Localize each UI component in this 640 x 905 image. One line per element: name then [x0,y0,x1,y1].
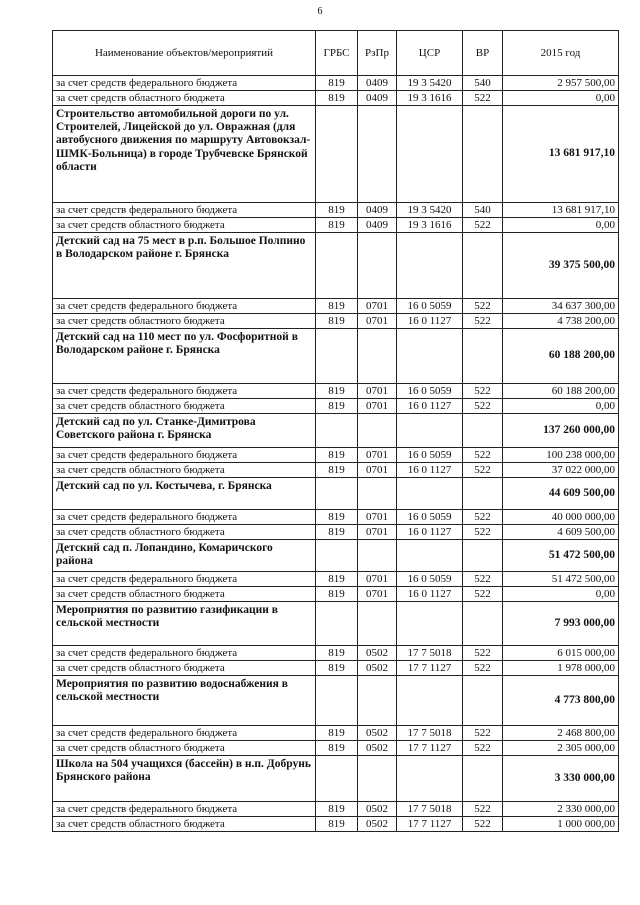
cell-csr: 16 0 1127 [397,399,463,414]
cell-vr: 522 [463,572,503,587]
cell-name: за счет средств областного бюджета [53,463,316,478]
cell-name: Школа на 504 учащихся (бассейн) в н.п. Добрунь Брянского района [53,756,316,802]
cell-grbs [316,233,358,299]
funding-row [53,203,619,218]
funding-row [53,448,619,463]
cell-csr: 16 0 1127 [397,314,463,329]
cell-vr [463,233,503,299]
funding-row [53,399,619,414]
cell-vr: 522 [463,314,503,329]
cell-vr: 522 [463,384,503,399]
budget-table [52,30,619,832]
cell-csr [397,414,463,448]
cell-grbs: 819 [316,510,358,525]
header-rzpr: РзПр [358,31,397,76]
cell-amount: 40 000 000,00 [503,510,619,525]
cell-rzpr: 0701 [358,448,397,463]
funding-row [53,741,619,756]
cell-name: за счет средств областного бюджета [53,399,316,414]
cell-amount: 44 609 500,00 [503,478,619,510]
cell-vr [463,329,503,384]
cell-name: за счет средств областного бюджета [53,314,316,329]
cell-rzpr [358,106,397,203]
cell-vr: 522 [463,726,503,741]
cell-grbs [316,676,358,726]
cell-rzpr: 0502 [358,726,397,741]
funding-row [53,510,619,525]
object-row [53,106,619,203]
cell-grbs: 819 [316,802,358,817]
cell-vr [463,478,503,510]
cell-name: за счет средств федерального бюджета [53,448,316,463]
cell-vr: 522 [463,661,503,676]
cell-vr: 522 [463,91,503,106]
cell-rzpr: 0701 [358,299,397,314]
cell-grbs [316,602,358,646]
cell-csr: 16 0 5059 [397,448,463,463]
cell-csr: 17 7 1127 [397,661,463,676]
funding-row [53,314,619,329]
cell-name: за счет средств областного бюджета [53,91,316,106]
cell-amount: 51 472 500,00 [503,540,619,572]
cell-name: за счет средств федерального бюджета [53,384,316,399]
cell-vr: 522 [463,510,503,525]
cell-csr [397,676,463,726]
cell-vr [463,602,503,646]
funding-row [53,661,619,676]
cell-rzpr: 0502 [358,802,397,817]
cell-name: Детский сад на 110 мест по ул. Фосфоритной в Володарском районе г. Брянска [53,329,316,384]
funding-row [53,76,619,91]
cell-csr: 19 3 1616 [397,218,463,233]
cell-csr [397,233,463,299]
funding-row [53,299,619,314]
cell-rzpr: 0701 [358,525,397,540]
cell-rzpr [358,602,397,646]
header-grbs: ГРБС [316,31,358,76]
cell-name: за счет средств федерального бюджета [53,802,316,817]
cell-name: за счет средств федерального бюджета [53,299,316,314]
cell-grbs [316,756,358,802]
cell-amount: 1 000 000,00 [503,817,619,832]
cell-name: Детский сад п. Лопандино, Комаричского района [53,540,316,572]
cell-amount: 0,00 [503,399,619,414]
cell-name: Детский сад на 75 мест в р.п. Большое Полпино в Володарском районе г. Брянска [53,233,316,299]
cell-grbs [316,540,358,572]
cell-vr: 522 [463,817,503,832]
cell-amount: 2 957 500,00 [503,76,619,91]
funding-row [53,218,619,233]
cell-amount: 60 188 200,00 [503,329,619,384]
cell-vr: 540 [463,203,503,218]
cell-csr [397,478,463,510]
cell-rzpr: 0409 [358,91,397,106]
cell-rzpr: 0701 [358,399,397,414]
cell-grbs: 819 [316,76,358,91]
cell-amount: 51 472 500,00 [503,572,619,587]
cell-csr: 16 0 5059 [397,384,463,399]
cell-rzpr: 0701 [358,314,397,329]
cell-name: за счет средств областного бюджета [53,661,316,676]
cell-rzpr [358,233,397,299]
cell-amount: 13 681 917,10 [503,106,619,203]
cell-grbs: 819 [316,399,358,414]
cell-csr: 16 0 1127 [397,463,463,478]
cell-csr: 16 0 5059 [397,299,463,314]
cell-grbs [316,106,358,203]
object-row [53,540,619,572]
cell-name: за счет средств федерального бюджета [53,76,316,91]
cell-csr [397,602,463,646]
object-row [53,414,619,448]
header-vr: ВР [463,31,503,76]
cell-vr: 522 [463,463,503,478]
cell-csr: 17 7 1127 [397,817,463,832]
cell-amount: 0,00 [503,91,619,106]
cell-grbs: 819 [316,817,358,832]
cell-grbs: 819 [316,299,358,314]
cell-rzpr [358,478,397,510]
cell-vr: 522 [463,741,503,756]
cell-grbs: 819 [316,646,358,661]
cell-grbs: 819 [316,572,358,587]
cell-name: Мероприятия по развитию газификации в сельской местности [53,602,316,646]
object-row [53,478,619,510]
header-csr: ЦСР [397,31,463,76]
cell-amount: 2 305 000,00 [503,741,619,756]
funding-row [53,572,619,587]
cell-csr [397,329,463,384]
cell-amount: 7 993 000,00 [503,602,619,646]
cell-rzpr: 0409 [358,76,397,91]
cell-amount: 4 773 800,00 [503,676,619,726]
cell-grbs: 819 [316,661,358,676]
cell-grbs [316,329,358,384]
funding-row [53,525,619,540]
cell-rzpr: 0701 [358,587,397,602]
cell-csr: 17 7 5018 [397,646,463,661]
cell-rzpr: 0701 [358,463,397,478]
cell-name: за счет средств федерального бюджета [53,646,316,661]
cell-name: Детский сад по ул. Станке-Димитрова Советского района г. Брянска [53,414,316,448]
funding-row [53,726,619,741]
header-name: Наименование объектов/мероприятий [53,31,316,76]
cell-amount: 13 681 917,10 [503,203,619,218]
cell-rzpr [358,329,397,384]
cell-rzpr: 0409 [358,203,397,218]
object-row [53,329,619,384]
cell-name: за счет средств областного бюджета [53,741,316,756]
cell-amount: 100 238 000,00 [503,448,619,463]
cell-name: за счет средств федерального бюджета [53,510,316,525]
cell-csr [397,756,463,802]
funding-row [53,587,619,602]
cell-rzpr: 0502 [358,817,397,832]
cell-name: за счет средств областного бюджета [53,525,316,540]
cell-grbs: 819 [316,448,358,463]
cell-name: за счет средств федерального бюджета [53,726,316,741]
object-row [53,756,619,802]
cell-csr: 16 0 5059 [397,572,463,587]
cell-rzpr: 0502 [358,741,397,756]
cell-grbs: 819 [316,384,358,399]
cell-amount: 6 015 000,00 [503,646,619,661]
cell-csr: 19 3 1616 [397,91,463,106]
cell-name: за счет средств федерального бюджета [53,572,316,587]
funding-row [53,802,619,817]
cell-vr: 522 [463,218,503,233]
cell-grbs: 819 [316,91,358,106]
cell-csr: 17 7 5018 [397,726,463,741]
object-row [53,676,619,726]
cell-rzpr: 0409 [358,218,397,233]
cell-csr: 16 0 1127 [397,525,463,540]
cell-rzpr [358,676,397,726]
cell-rzpr [358,540,397,572]
cell-name: Детский сад по ул. Костычева, г. Брянска [53,478,316,510]
cell-amount: 4 738 200,00 [503,314,619,329]
cell-vr [463,414,503,448]
cell-name: за счет средств областного бюджета [53,587,316,602]
cell-vr: 522 [463,646,503,661]
funding-row [53,384,619,399]
cell-csr [397,106,463,203]
cell-grbs: 819 [316,218,358,233]
cell-csr: 16 0 1127 [397,587,463,602]
object-row [53,602,619,646]
cell-vr: 540 [463,76,503,91]
cell-amount: 34 637 300,00 [503,299,619,314]
cell-amount: 37 022 000,00 [503,463,619,478]
cell-name: за счет средств областного бюджета [53,218,316,233]
cell-vr [463,540,503,572]
cell-grbs: 819 [316,726,358,741]
cell-rzpr: 0701 [358,384,397,399]
cell-amount: 2 468 800,00 [503,726,619,741]
cell-amount: 39 375 500,00 [503,233,619,299]
cell-vr: 522 [463,448,503,463]
cell-grbs: 819 [316,314,358,329]
funding-row [53,463,619,478]
cell-vr: 522 [463,802,503,817]
funding-row [53,817,619,832]
table-body [53,76,619,832]
cell-csr: 17 7 5018 [397,802,463,817]
cell-csr [397,540,463,572]
cell-grbs: 819 [316,525,358,540]
cell-amount: 137 260 000,00 [503,414,619,448]
cell-vr [463,676,503,726]
cell-rzpr [358,414,397,448]
cell-vr: 522 [463,525,503,540]
page-number: 6 [317,6,323,17]
cell-amount: 4 609 500,00 [503,525,619,540]
cell-amount: 0,00 [503,587,619,602]
cell-name: Мероприятия по развитию водоснабжения в сельской местности [53,676,316,726]
cell-amount: 3 330 000,00 [503,756,619,802]
cell-grbs: 819 [316,203,358,218]
object-row [53,233,619,299]
cell-amount: 60 188 200,00 [503,384,619,399]
cell-amount: 1 978 000,00 [503,661,619,676]
funding-row [53,91,619,106]
cell-name: Строительство автомобильной дороги по ул. Строителей, Лицейской до ул. Овражная (для автобусного движения по маршруту Автовокзал-ШМК-Больница) в городе Трубчевске Брянской области [53,106,316,203]
cell-csr: 17 7 1127 [397,741,463,756]
cell-grbs [316,414,358,448]
cell-grbs [316,478,358,510]
cell-vr: 522 [463,299,503,314]
cell-rzpr [358,756,397,802]
cell-csr: 19 3 5420 [397,203,463,218]
cell-vr [463,756,503,802]
cell-amount: 2 330 000,00 [503,802,619,817]
header-year-2015: 2015 год [503,31,619,76]
cell-amount: 0,00 [503,218,619,233]
table-header-row [53,31,619,76]
cell-rzpr: 0701 [358,510,397,525]
cell-grbs: 819 [316,463,358,478]
cell-name: за счет средств федерального бюджета [53,203,316,218]
cell-vr: 522 [463,587,503,602]
cell-grbs: 819 [316,741,358,756]
cell-csr: 16 0 5059 [397,510,463,525]
cell-csr: 19 3 5420 [397,76,463,91]
cell-vr: 522 [463,399,503,414]
cell-rzpr: 0701 [358,572,397,587]
cell-name: за счет средств областного бюджета [53,817,316,832]
cell-rzpr: 0502 [358,661,397,676]
funding-row [53,646,619,661]
cell-vr [463,106,503,203]
cell-grbs: 819 [316,587,358,602]
cell-rzpr: 0502 [358,646,397,661]
